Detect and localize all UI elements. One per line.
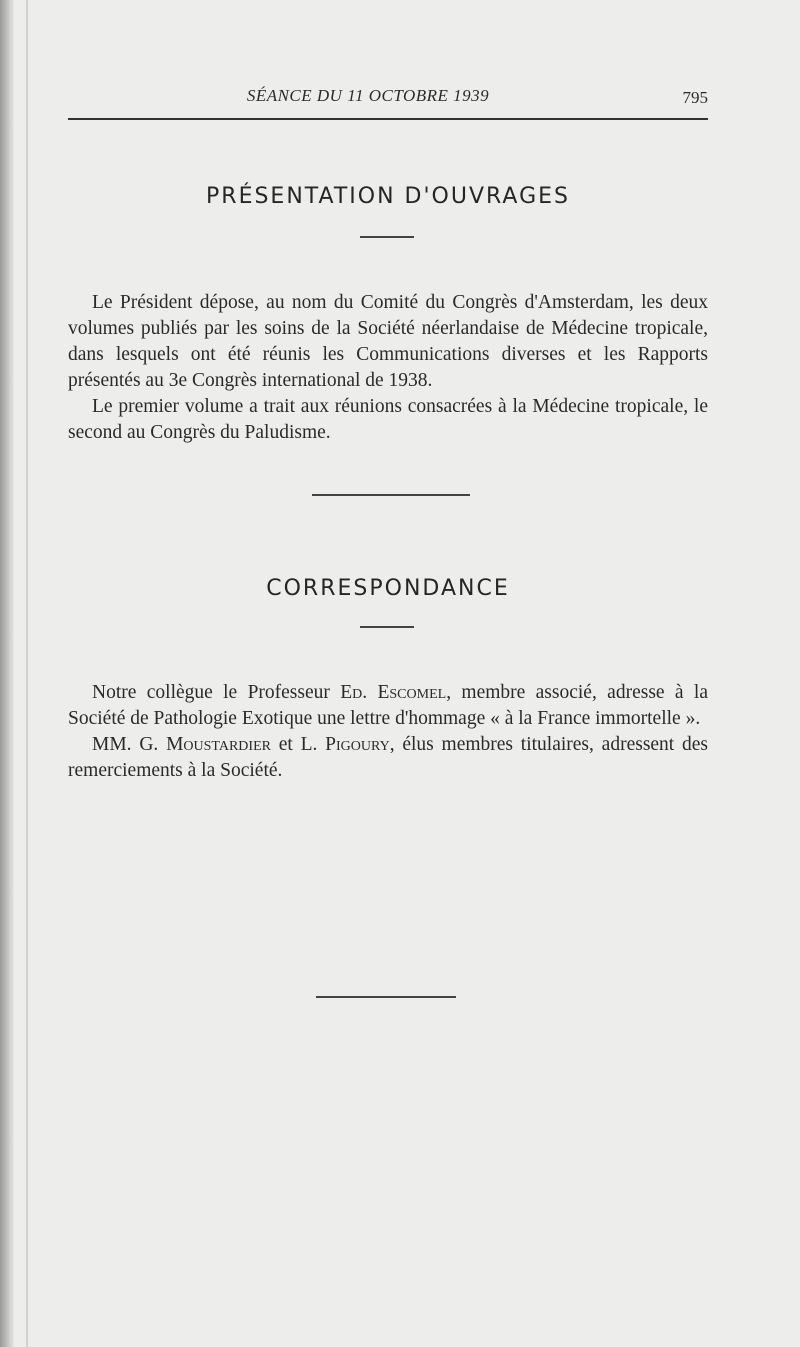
- text-run: MM. G.: [92, 734, 167, 755]
- text-run: , membre associé, adresse à la Société de Pathologie Exotique une lettre d'hommage « à la France immortelle ».: [68, 682, 708, 729]
- paragraph: [68, 680, 708, 732]
- running-title: SÉANCE DU 11 OCTOBRE 1939: [246, 86, 490, 105]
- end-separator: [316, 996, 456, 998]
- page-edge: [26, 0, 28, 1347]
- presentation-text: [68, 290, 708, 446]
- paragraph: Le premier volume a trait aux réunions consacrées à la Médecine tropicale, le second au Congrès du Paludisme.: [68, 396, 708, 443]
- paragraph: [68, 732, 708, 784]
- author-name: Ed. Escomel: [340, 682, 447, 703]
- header-rule: [68, 118, 708, 120]
- text-run: Notre collègue le Professeur: [92, 682, 341, 703]
- running-head: [68, 86, 708, 114]
- correspondance-text: [68, 680, 708, 784]
- title-rule: [360, 626, 414, 628]
- paragraph: Le Président dépose, au nom du Comité du Congrès d'Amsterdam, les deux volumes publiés par les soins de la Société néerlandaise de Médecine tropicale, dans lesquels ont été réunis les Communications diverses et les Rapports présentés au 3e Congrès international de 1938.: [68, 292, 708, 391]
- section-title-presentation: PRÉSENTATION D'OUVRAGES: [206, 184, 570, 209]
- section-title-correspondance: CORRESPONDANCE: [266, 576, 510, 601]
- author-name: Moustardier: [166, 734, 271, 755]
- title-rule: [360, 236, 414, 238]
- scan-shadow: [0, 0, 14, 1347]
- page-number: 795: [682, 88, 708, 107]
- section-separator: [312, 494, 470, 496]
- text-run: , élus membres titulaires, adressent des remerciements à la Société.: [68, 734, 709, 781]
- author-name: Pigoury: [325, 734, 390, 755]
- text-run: et L.: [270, 734, 326, 755]
